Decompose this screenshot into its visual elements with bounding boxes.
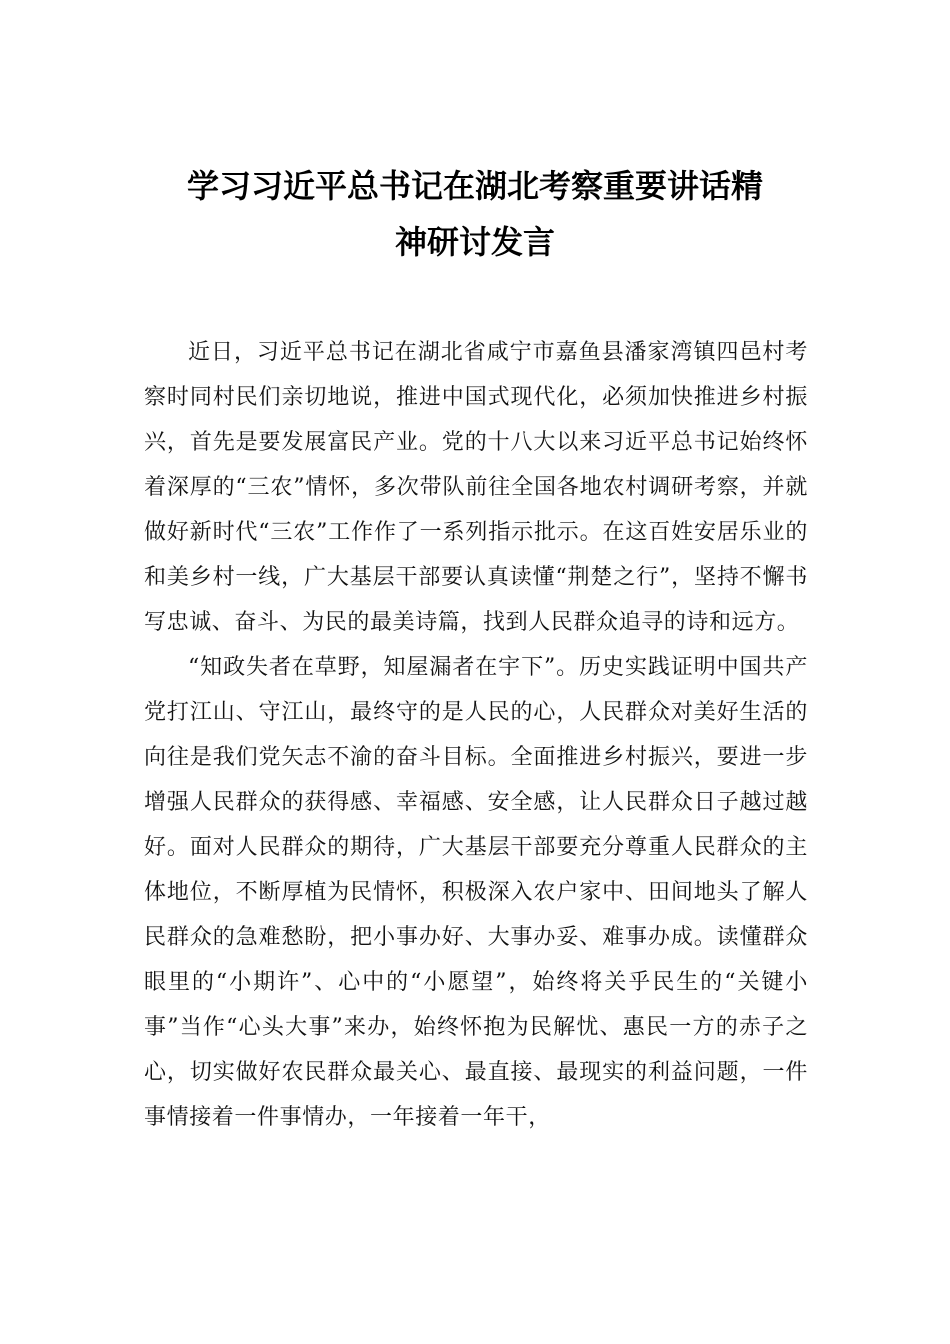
document-title: [140, 158, 810, 270]
document-body: [144, 330, 808, 1140]
title-line-2: 神研讨发言: [394, 223, 555, 261]
paragraph-2: “知政失者在草野，知屋漏者在宇下”。历史实践证明中国共产党打江山、守江山，最终守的是人民的心，人民群众对美好生活的向往是我们党矢志不渝的奋斗目标。全面推进乡村振兴，要进一步增强人民群众的获得感、幸福感、安全感，让人民群众日子越过越好。面对人民群众的期待，广大基层干部要充分尊重人民群众的主体地位，不断厚植为民情怀，积极深入农户家中、田间地头了解人民群众的急难愁盼，把小事办好、大事办妥、难事办成。读懂群众眼里的“小期许”、心中的“小愿望”，始终将关乎民生的“关键小事”当作“心头大事”来办，始终怀抱为民解忧、惠民一方的赤子之心，切实做好农民群众最关心、最直接、最现实的利益问题，一件事情接着一件事情办，一年接着一年干，: [144, 655, 808, 1130]
paragraph-1: 近日，习近平总书记在湖北省咸宁市嘉鱼县潘家湾镇四邑村考察时同村民们亲切地说，推进中国式现代化，必须加快推进乡村振兴，首先是要发展富民产业。党的十八大以来习近平总书记始终怀着深厚的“三农”情怀，多次带队前往全国各地农村调研考察，并就做好新时代“三农”工作作了一系列指示批示。在这百姓安居乐业的和美乡村一线，广大基层干部要认真读懂“荆楚之行”，坚持不懈书写忠诚、奋斗、为民的最美诗篇，找到人民群众追寻的诗和远方。: [144, 340, 808, 635]
title-line-1: 学习习近平总书记在湖北考察重要讲话精: [186, 167, 763, 205]
